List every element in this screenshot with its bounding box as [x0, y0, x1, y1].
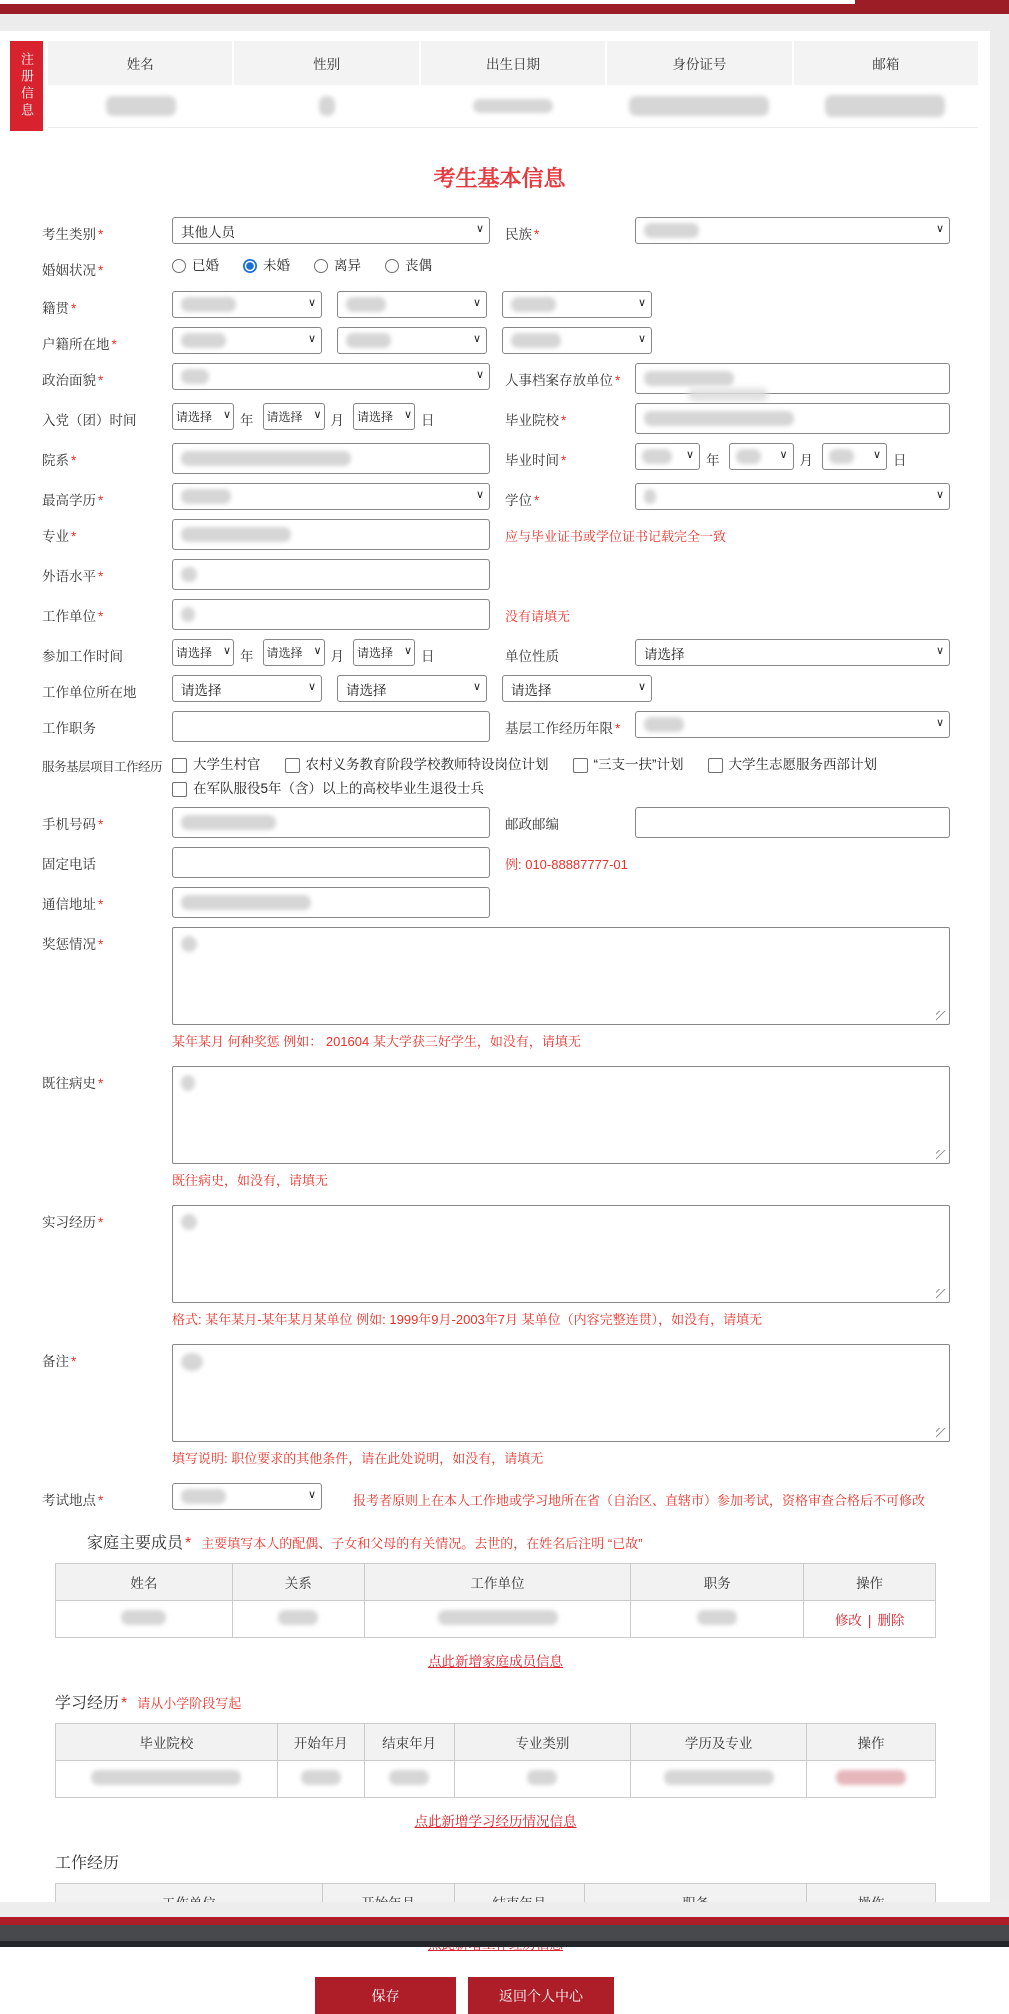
chevron-down-icon: ∨ — [637, 681, 646, 693]
unit-day: 日 — [421, 413, 435, 428]
family-section-header — [87, 1530, 990, 1553]
registration-info-tab[interactable]: 注册信息 — [10, 41, 43, 131]
unit-year: 年 — [240, 413, 254, 428]
row-internship — [42, 1205, 990, 1332]
family-table-row — [56, 1601, 936, 1638]
chevron-down-icon: ∨ — [935, 717, 944, 729]
marital-option-divorced[interactable]: 离异 — [314, 257, 361, 275]
checkbox-icon[interactable] — [172, 782, 187, 797]
footer-darker-band — [0, 1941, 1009, 1947]
redacted-value — [181, 607, 195, 622]
education-header-school: 毕业院校 — [56, 1724, 278, 1761]
chevron-down-icon: ∨ — [307, 681, 316, 693]
internship-hint: 格式: 某年某月-某年某月某单位 例如: 1999年9月-2003年7月 某单位（内容完整连贯），如没有，请填无 — [172, 1312, 763, 1327]
remarks-hint: 填写说明: 职位要求的其他条件，请在此处说明，如没有，请填无 — [172, 1451, 544, 1466]
education-header-start: 开始年月 — [277, 1724, 364, 1761]
redacted-value — [181, 936, 197, 952]
awards-hint: 某年某月 何种奖惩 例如： 201604 某大学获三好学生，如没有，请填无 — [172, 1034, 581, 1049]
unit-month: 月 — [799, 453, 813, 468]
employer-county-select[interactable]: 请选择 ∨ — [502, 675, 652, 702]
family-header-employer: 工作单位 — [364, 1564, 631, 1601]
exam-location-label: 考试地点 * — [42, 1493, 104, 1508]
redacted-value — [697, 1610, 737, 1625]
back-to-personal-center-button[interactable]: 返回个人中心 — [468, 1977, 614, 2014]
radio-checked-icon[interactable] — [243, 259, 257, 273]
household-location-label: 户籍所在地 * — [42, 337, 117, 352]
footer-grey-band — [0, 1902, 1009, 1917]
household-county-select[interactable] — [502, 327, 652, 354]
graduation-month-select[interactable] — [729, 443, 794, 470]
education-cell-actions — [807, 1761, 936, 1798]
row-remarks — [42, 1344, 990, 1471]
chevron-down-icon: ∨ — [313, 409, 322, 421]
grassroots-service-label: 服务基层项目工作经历 — [42, 760, 163, 774]
medical-history-hint: 既往病史，如没有，请填无 — [172, 1173, 329, 1188]
native-place-label: 籍贯 * — [42, 301, 77, 316]
marital-option-married[interactable]: 已婚 — [172, 257, 219, 275]
employer-nature-select[interactable]: 请选择 ∨ — [635, 639, 950, 666]
page-title: 考生基本信息 — [433, 166, 566, 191]
redacted-value — [181, 1214, 197, 1230]
redacted-value — [181, 527, 291, 542]
job-position-label: 工作职务 — [42, 721, 96, 736]
redacted-value — [346, 297, 386, 312]
checkbox-icon[interactable] — [172, 758, 187, 773]
redacted-actions — [836, 1770, 906, 1785]
chevron-down-icon: ∨ — [935, 489, 944, 501]
redacted-birthdate — [473, 99, 553, 113]
party-join-year-select[interactable]: 请选择 ∨ — [172, 403, 234, 430]
employer-label: 工作单位 * — [42, 609, 104, 624]
row-employer — [42, 599, 990, 630]
chevron-down-icon: ∨ — [935, 223, 944, 235]
row-work-start-time — [42, 639, 990, 666]
work-start-day-select[interactable]: 请选择 ∨ — [353, 639, 415, 666]
mobile-label: 手机号码 * — [42, 817, 104, 832]
marital-option-unmarried[interactable]: 未婚 — [243, 257, 290, 275]
archive-unit-label: 人事档案存放单位 * — [505, 373, 621, 388]
content-card — [0, 31, 990, 2004]
button-row — [42, 1977, 957, 2014]
chevron-down-icon: ∨ — [872, 449, 881, 461]
redacted-ethnicity — [644, 223, 699, 238]
candidate-type-label: 考生类别 * — [42, 227, 104, 242]
household-city-select[interactable] — [337, 327, 487, 354]
unit-month: 月 — [330, 413, 344, 428]
reg-value-gender — [234, 85, 420, 127]
radio-icon[interactable] — [385, 259, 399, 273]
redacted-value — [121, 1610, 166, 1625]
reg-header-id-number: 身份证号 — [607, 41, 791, 85]
chevron-down-icon: ∨ — [222, 645, 231, 657]
remarks-textarea[interactable] — [172, 1344, 950, 1442]
add-education-link[interactable]: 点此新增学习经历情况信息 — [414, 1814, 577, 1829]
family-cell-position — [631, 1601, 804, 1638]
top-red-bar-right — [855, 0, 1009, 14]
family-cell-employer — [364, 1601, 631, 1638]
marital-status-label: 婚姻状况 * — [42, 263, 104, 278]
row-department — [42, 443, 990, 474]
graduation-time-label: 毕业时间 * — [505, 453, 567, 468]
reg-header-email: 邮箱 — [794, 41, 978, 85]
education-section-title: 学习经历 * — [55, 1695, 128, 1712]
redacted-value — [438, 1610, 558, 1625]
degree-select[interactable] — [635, 483, 950, 510]
family-header-relation: 关系 — [232, 1564, 364, 1601]
redacted-value — [181, 333, 226, 348]
redacted-value — [181, 895, 311, 910]
grassroots-option-west-volunteer[interactable]: 大学生志愿服务西部计划 — [708, 756, 878, 774]
education-section-note: 请从小学阶段写起 — [137, 1696, 242, 1711]
family-header-actions: 操作 — [804, 1564, 936, 1601]
postal-code-input[interactable] — [635, 807, 950, 838]
graduate-school-input[interactable] — [635, 403, 950, 434]
graduate-school-label: 毕业院校 * — [505, 413, 567, 428]
redacted-value — [511, 297, 556, 312]
education-table-row — [56, 1761, 936, 1798]
education-header-major-category: 专业类别 — [454, 1724, 631, 1761]
exam-location-hint: 报考者原则上在本人工作地或学习地所在省（自治区、直辖市）参加考试，资格审查合格后不可修改 — [353, 1493, 926, 1508]
education-cell-major-category — [454, 1761, 631, 1798]
education-header-end: 结束年月 — [364, 1724, 454, 1761]
grassroots-years-label: 基层工作经历年限 * — [505, 721, 621, 736]
highest-education-select[interactable] — [172, 483, 490, 510]
chevron-down-icon: ∨ — [637, 333, 646, 345]
family-section-title: 家庭主要成员 * — [87, 1535, 192, 1552]
foreign-language-input[interactable] — [172, 559, 490, 590]
redacted-value — [644, 411, 794, 426]
grassroots-option-three-supports[interactable]: “三支一扶”计划 — [573, 756, 684, 774]
chevron-down-icon: ∨ — [472, 297, 481, 309]
degree-label: 学位 * — [505, 493, 540, 508]
checkbox-icon[interactable] — [573, 758, 588, 773]
party-join-time-label: 入党（团）时间 — [42, 413, 137, 428]
family-delete-link[interactable]: 删除 — [877, 1613, 905, 1628]
highest-education-label: 最高学历 * — [42, 493, 104, 508]
redacted-value — [301, 1770, 341, 1785]
row-highest-education — [42, 483, 990, 510]
marital-option-widowed[interactable]: 丧偶 — [385, 257, 432, 275]
row-foreign-language — [42, 559, 990, 590]
redacted-value — [91, 1770, 241, 1785]
native-place-city-select[interactable] — [337, 291, 487, 318]
department-input[interactable] — [172, 443, 490, 474]
grassroots-years-select[interactable] — [635, 711, 950, 738]
education-cell-degree-major — [631, 1761, 807, 1798]
unit-day: 日 — [421, 649, 435, 664]
party-join-day-select[interactable]: 请选择 ∨ — [353, 403, 415, 430]
row-party-join-time — [42, 403, 990, 434]
chevron-down-icon: ∨ — [475, 369, 484, 381]
chevron-down-icon: ∨ — [475, 489, 484, 501]
chevron-down-icon: ∨ — [403, 409, 412, 421]
work-start-time-label: 参加工作时间 — [42, 649, 123, 664]
row-employer-location — [42, 675, 990, 702]
unit-day: 日 — [893, 453, 907, 468]
education-cell-end — [364, 1761, 454, 1798]
registration-summary-table — [48, 41, 978, 128]
employer-location-label: 工作单位所在地 — [42, 685, 137, 700]
unit-year: 年 — [240, 649, 254, 664]
redacted-value — [527, 1770, 557, 1785]
archive-unit-input[interactable] — [635, 363, 950, 394]
chevron-down-icon: ∨ — [472, 333, 481, 345]
chevron-down-icon: ∨ — [935, 645, 944, 657]
row-household-location — [42, 327, 990, 354]
row-medical-history — [42, 1066, 990, 1193]
row-mailing-address — [42, 887, 990, 918]
redacted-value — [511, 333, 561, 348]
internship-textarea[interactable] — [172, 1205, 950, 1303]
ethnicity-label: 民族 * — [505, 227, 540, 242]
remarks-label: 备注 * — [42, 1354, 77, 1369]
postal-code-label: 邮政邮编 — [505, 817, 559, 832]
chevron-down-icon: ∨ — [222, 409, 231, 421]
unit-year: 年 — [706, 453, 720, 468]
reg-header-gender: 性别 — [234, 41, 418, 85]
household-province-select[interactable] — [172, 327, 322, 354]
chevron-down-icon: ∨ — [472, 681, 481, 693]
employer-input[interactable] — [172, 599, 490, 630]
education-table — [55, 1723, 936, 1798]
education-cell-school — [56, 1761, 278, 1798]
unit-month: 月 — [330, 649, 344, 664]
redacted-value — [644, 717, 684, 732]
employer-hint: 没有请填无 — [505, 609, 571, 624]
row-awards — [42, 927, 990, 1054]
native-place-province-select[interactable] — [172, 291, 322, 318]
reg-value-id-number — [606, 85, 792, 127]
graduation-year-select[interactable] — [635, 443, 700, 470]
reg-header-name: 姓名 — [48, 41, 232, 85]
work-start-year-select[interactable]: 请选择 ∨ — [172, 639, 234, 666]
family-header-name: 姓名 — [56, 1564, 233, 1601]
internship-label: 实习经历 * — [42, 1215, 104, 1230]
landline-hint: 例: 010-88887777-01 — [505, 857, 628, 872]
work-start-month-select[interactable]: 请选择 ∨ — [263, 639, 325, 666]
landline-label: 固定电话 — [42, 857, 96, 872]
redacted-value — [181, 1353, 203, 1371]
mailing-address-label: 通信地址 * — [42, 897, 104, 912]
redacted-value — [644, 371, 734, 386]
row-exam-location — [42, 1483, 990, 1510]
foreign-language-label: 外语水平 * — [42, 569, 104, 584]
reg-value-birthdate — [420, 85, 606, 127]
redacted-value — [736, 449, 761, 464]
family-table — [55, 1563, 936, 1638]
candidate-type-select[interactable]: 其他人员 ∨ — [172, 217, 490, 244]
save-button[interactable]: 保存 — [315, 1977, 456, 2014]
employer-city-select[interactable]: 请选择 ∨ — [337, 675, 487, 702]
chevron-down-icon: ∨ — [307, 1489, 316, 1501]
exam-location-select[interactable] — [172, 1483, 322, 1510]
row-political-status — [42, 363, 990, 394]
redacted-value — [181, 567, 197, 582]
redacted-value — [389, 1770, 429, 1785]
redacted-value — [664, 1770, 774, 1785]
redacted-value — [829, 449, 854, 464]
row-major — [42, 519, 990, 550]
action-separator: | — [867, 1613, 872, 1628]
education-section-header — [55, 1690, 990, 1713]
redacted-value — [688, 388, 768, 401]
party-join-month-select[interactable]: 请选择 ∨ — [263, 403, 325, 430]
native-place-county-select[interactable] — [502, 291, 652, 318]
row-native-place — [42, 291, 990, 318]
redacted-gender — [319, 96, 335, 116]
ethnicity-select[interactable] — [635, 217, 950, 244]
chevron-down-icon: ∨ — [307, 297, 316, 309]
education-header-degree-major: 学历及专业 — [631, 1724, 807, 1761]
row-job-position — [42, 711, 990, 742]
awards-textarea[interactable] — [172, 927, 950, 1025]
chevron-down-icon: ∨ — [779, 449, 788, 461]
row-grassroots-service — [42, 751, 990, 798]
redacted-name — [106, 96, 176, 116]
grassroots-option-village-official[interactable]: 大学生村官 — [172, 756, 261, 774]
education-cell-start — [277, 1761, 364, 1798]
family-section-note: 主要填写本人的配偶、子女和父母的有关情况。去世的，在姓名后注明 “已故” — [201, 1536, 643, 1551]
redacted-value — [642, 449, 672, 464]
add-family-member-link[interactable]: 点此新增家庭成员信息 — [428, 1654, 563, 1669]
reg-value-name — [48, 85, 234, 127]
family-header-position: 职务 — [631, 1564, 804, 1601]
awards-label: 奖惩情况 * — [42, 937, 104, 952]
political-status-select[interactable] — [172, 363, 490, 390]
checkbox-icon[interactable] — [285, 758, 300, 773]
medical-history-textarea[interactable] — [172, 1066, 950, 1164]
family-cell-relation — [232, 1601, 364, 1638]
redacted-value — [181, 369, 209, 384]
redacted-value — [278, 1610, 318, 1625]
redacted-email — [825, 95, 945, 117]
reg-value-email — [792, 85, 978, 127]
redacted-id-number — [629, 96, 769, 116]
employer-nature-label: 单位性质 — [505, 649, 559, 664]
job-position-input[interactable] — [172, 711, 490, 742]
landline-input[interactable] — [172, 847, 490, 878]
footer-red-stripe — [0, 1917, 1009, 1925]
chevron-down-icon: ∨ — [307, 333, 316, 345]
reg-header-birthdate: 出生日期 — [421, 41, 605, 85]
family-cell-actions — [804, 1601, 936, 1638]
chevron-down-icon: ∨ — [685, 449, 694, 461]
row-candidate-type — [42, 217, 990, 244]
chevron-down-icon: ∨ — [637, 297, 646, 309]
row-marital-status — [42, 253, 990, 279]
medical-history-label: 既往病史 * — [42, 1076, 104, 1091]
redacted-value — [181, 489, 231, 504]
redacted-value — [644, 489, 656, 504]
department-label: 院系 * — [42, 453, 77, 468]
major-hint: 应与毕业证书或学位证书记载完全一致 — [505, 529, 727, 544]
major-label: 专业 * — [42, 529, 77, 544]
graduation-day-select[interactable] — [822, 443, 887, 470]
footer-dark-band — [0, 1925, 1009, 1941]
redacted-value — [181, 297, 236, 312]
employer-province-select[interactable]: 请选择 ∨ — [172, 675, 322, 702]
redacted-value — [181, 1075, 195, 1091]
work-section-header — [55, 1850, 990, 1873]
work-section-title: 工作经历 — [55, 1855, 120, 1872]
redacted-value — [181, 815, 276, 830]
chevron-down-icon: ∨ — [313, 645, 322, 657]
chevron-down-icon: ∨ — [475, 223, 484, 235]
radio-icon[interactable] — [314, 259, 328, 273]
major-input[interactable] — [172, 519, 490, 550]
political-status-label: 政治面貌 * — [42, 373, 104, 388]
redacted-value — [181, 1489, 226, 1504]
radio-icon[interactable] — [172, 259, 186, 273]
row-mobile — [42, 807, 990, 838]
mobile-input[interactable] — [172, 807, 490, 838]
row-landline — [42, 847, 990, 878]
mailing-address-input[interactable] — [172, 887, 490, 918]
family-edit-link[interactable]: 修改 — [834, 1613, 862, 1628]
grassroots-option-military-service[interactable]: 在军队服役5年（含）以上的高校毕业生退役士兵 — [172, 780, 484, 798]
checkbox-icon[interactable] — [708, 758, 723, 773]
chevron-down-icon: ∨ — [403, 645, 412, 657]
grassroots-option-rural-teacher-plan[interactable]: 农村义务教育阶段学校教师特设岗位计划 — [285, 756, 549, 774]
education-header-actions: 操作 — [807, 1724, 936, 1761]
family-cell-name — [56, 1601, 233, 1638]
redacted-value — [346, 333, 391, 348]
redacted-value — [181, 451, 351, 466]
